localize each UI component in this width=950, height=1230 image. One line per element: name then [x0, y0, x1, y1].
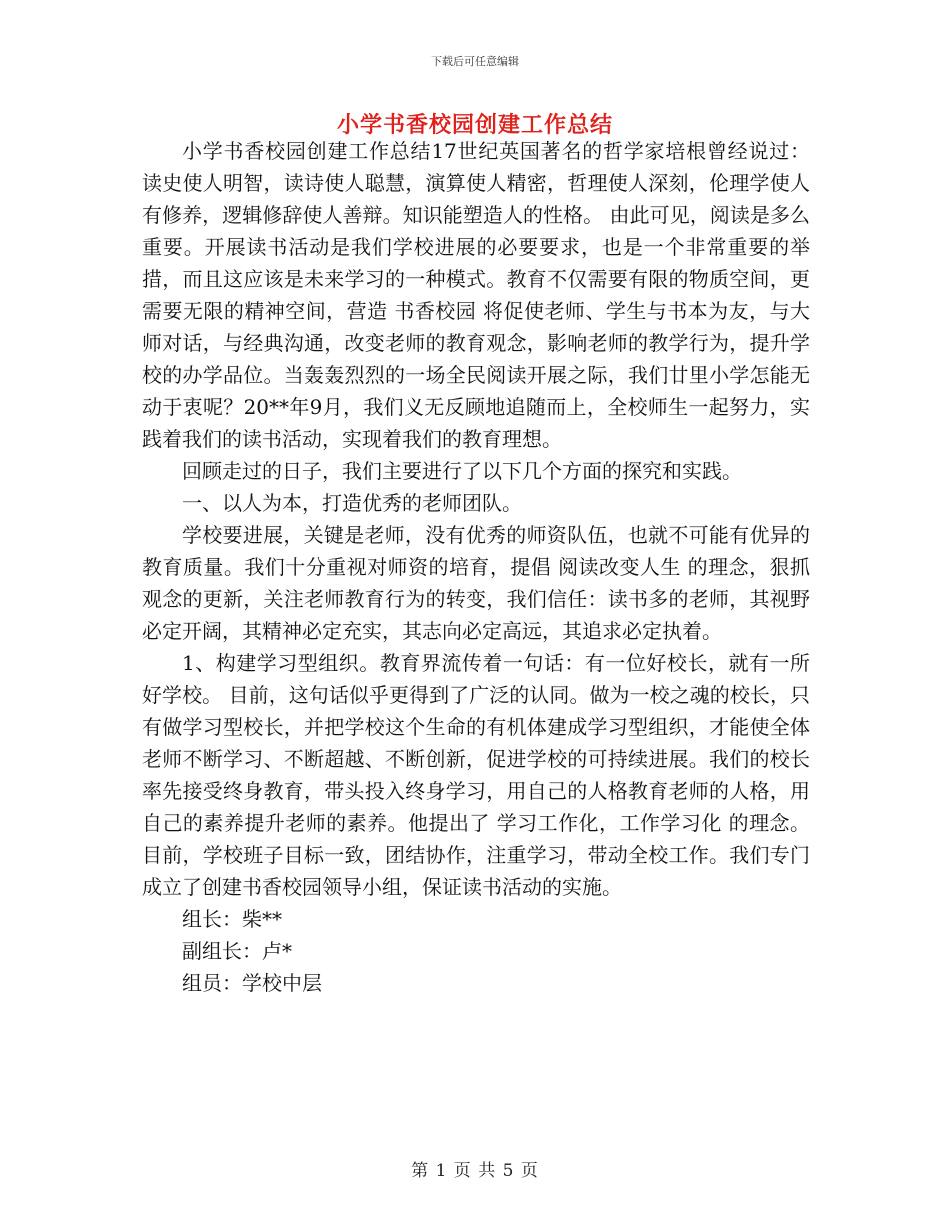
group-leader-line: 组长：柴**	[182, 907, 282, 931]
document-title: 小学书香校园创建工作总结	[336, 112, 613, 138]
page-number: 第 1 页 共 5 页	[411, 1161, 539, 1181]
paragraph-learning-org: 1、构建学习型组织。教育界流传着一句话：有一位好校长，就有一所好学校。 目前，这句话似乎更得到了广泛的认同。做为一校之魂的校长，只有做学习型校长，并把学校这个生命的有机体建成学习型组织，才能使全体老师不断学习、不断超越、不断创新，促进学校的可持续进展。我们的校长率先接受终身教育，带头投入终身学习，用自己的人格教育老师的人格，用自己的素养提升老师的素养。他提出了 学习工作化，工作学习化 的理念。目前，学校班子目标一致，团结协作，注重学习，带动全校工作。我们专门成立了创建书香校园领导小组，保证读书活动的实施。	[142, 651, 810, 899]
paragraph-intro: 小学书香校园创建工作总结17世纪英国著名的哲学家培根曾经说过： 读史使人明智，读诗使人聪慧，演算使人精密，哲理使人深刻，伦理学使人有修养，逻辑修辞使人善辩。知识能塑造人的性格。 由此可见，阅读是多么重要。开展读书活动是我们学校进展的必要要求，也是一个非常重要的举措，而且这应该是未来学习的一种模式。教育不仅需要有限的物质空间，更需要无限的精神空间，营造 书香校园 将促使老师、学生与书本为友，与大师对话，与经典沟通，改变老师的教育观念，影响老师的教学行为，提升学校的办学品位。当轰轰烈烈的一场全民阅读开展之际，我们廿里小学怎能无动于衷呢？20**年9月，我们义无反顾地追随而上，全校师生一起努力，实践着我们的读书活动，实现着我们的教育理想。	[142, 139, 810, 451]
paragraph-teachers: 学校要进展，关键是老师，没有优秀的师资队伍，也就不可能有优异的教育质量。我们十分重视对师资的培育，提倡 阅读改变人生 的理念，狠抓观念的更新，关注老师教育行为的转变，我们信任：读书多的老师，其视野必定开阔，其精神必定充实，其志向必定高远，其追求必定执着。	[142, 523, 810, 643]
paragraph-review: 回顾走过的日子，我们主要进行了以下几个方面的探究和实践。	[182, 459, 742, 483]
deputy-leader-line: 副组长：卢*	[182, 939, 292, 963]
section-heading-1: 一、以人为本，打造优秀的老师团队。	[182, 491, 522, 515]
document-body	[142, 135, 810, 999]
members-line: 组员：学校中层	[182, 971, 322, 995]
header-note: 下载后可任意编辑	[431, 55, 519, 68]
